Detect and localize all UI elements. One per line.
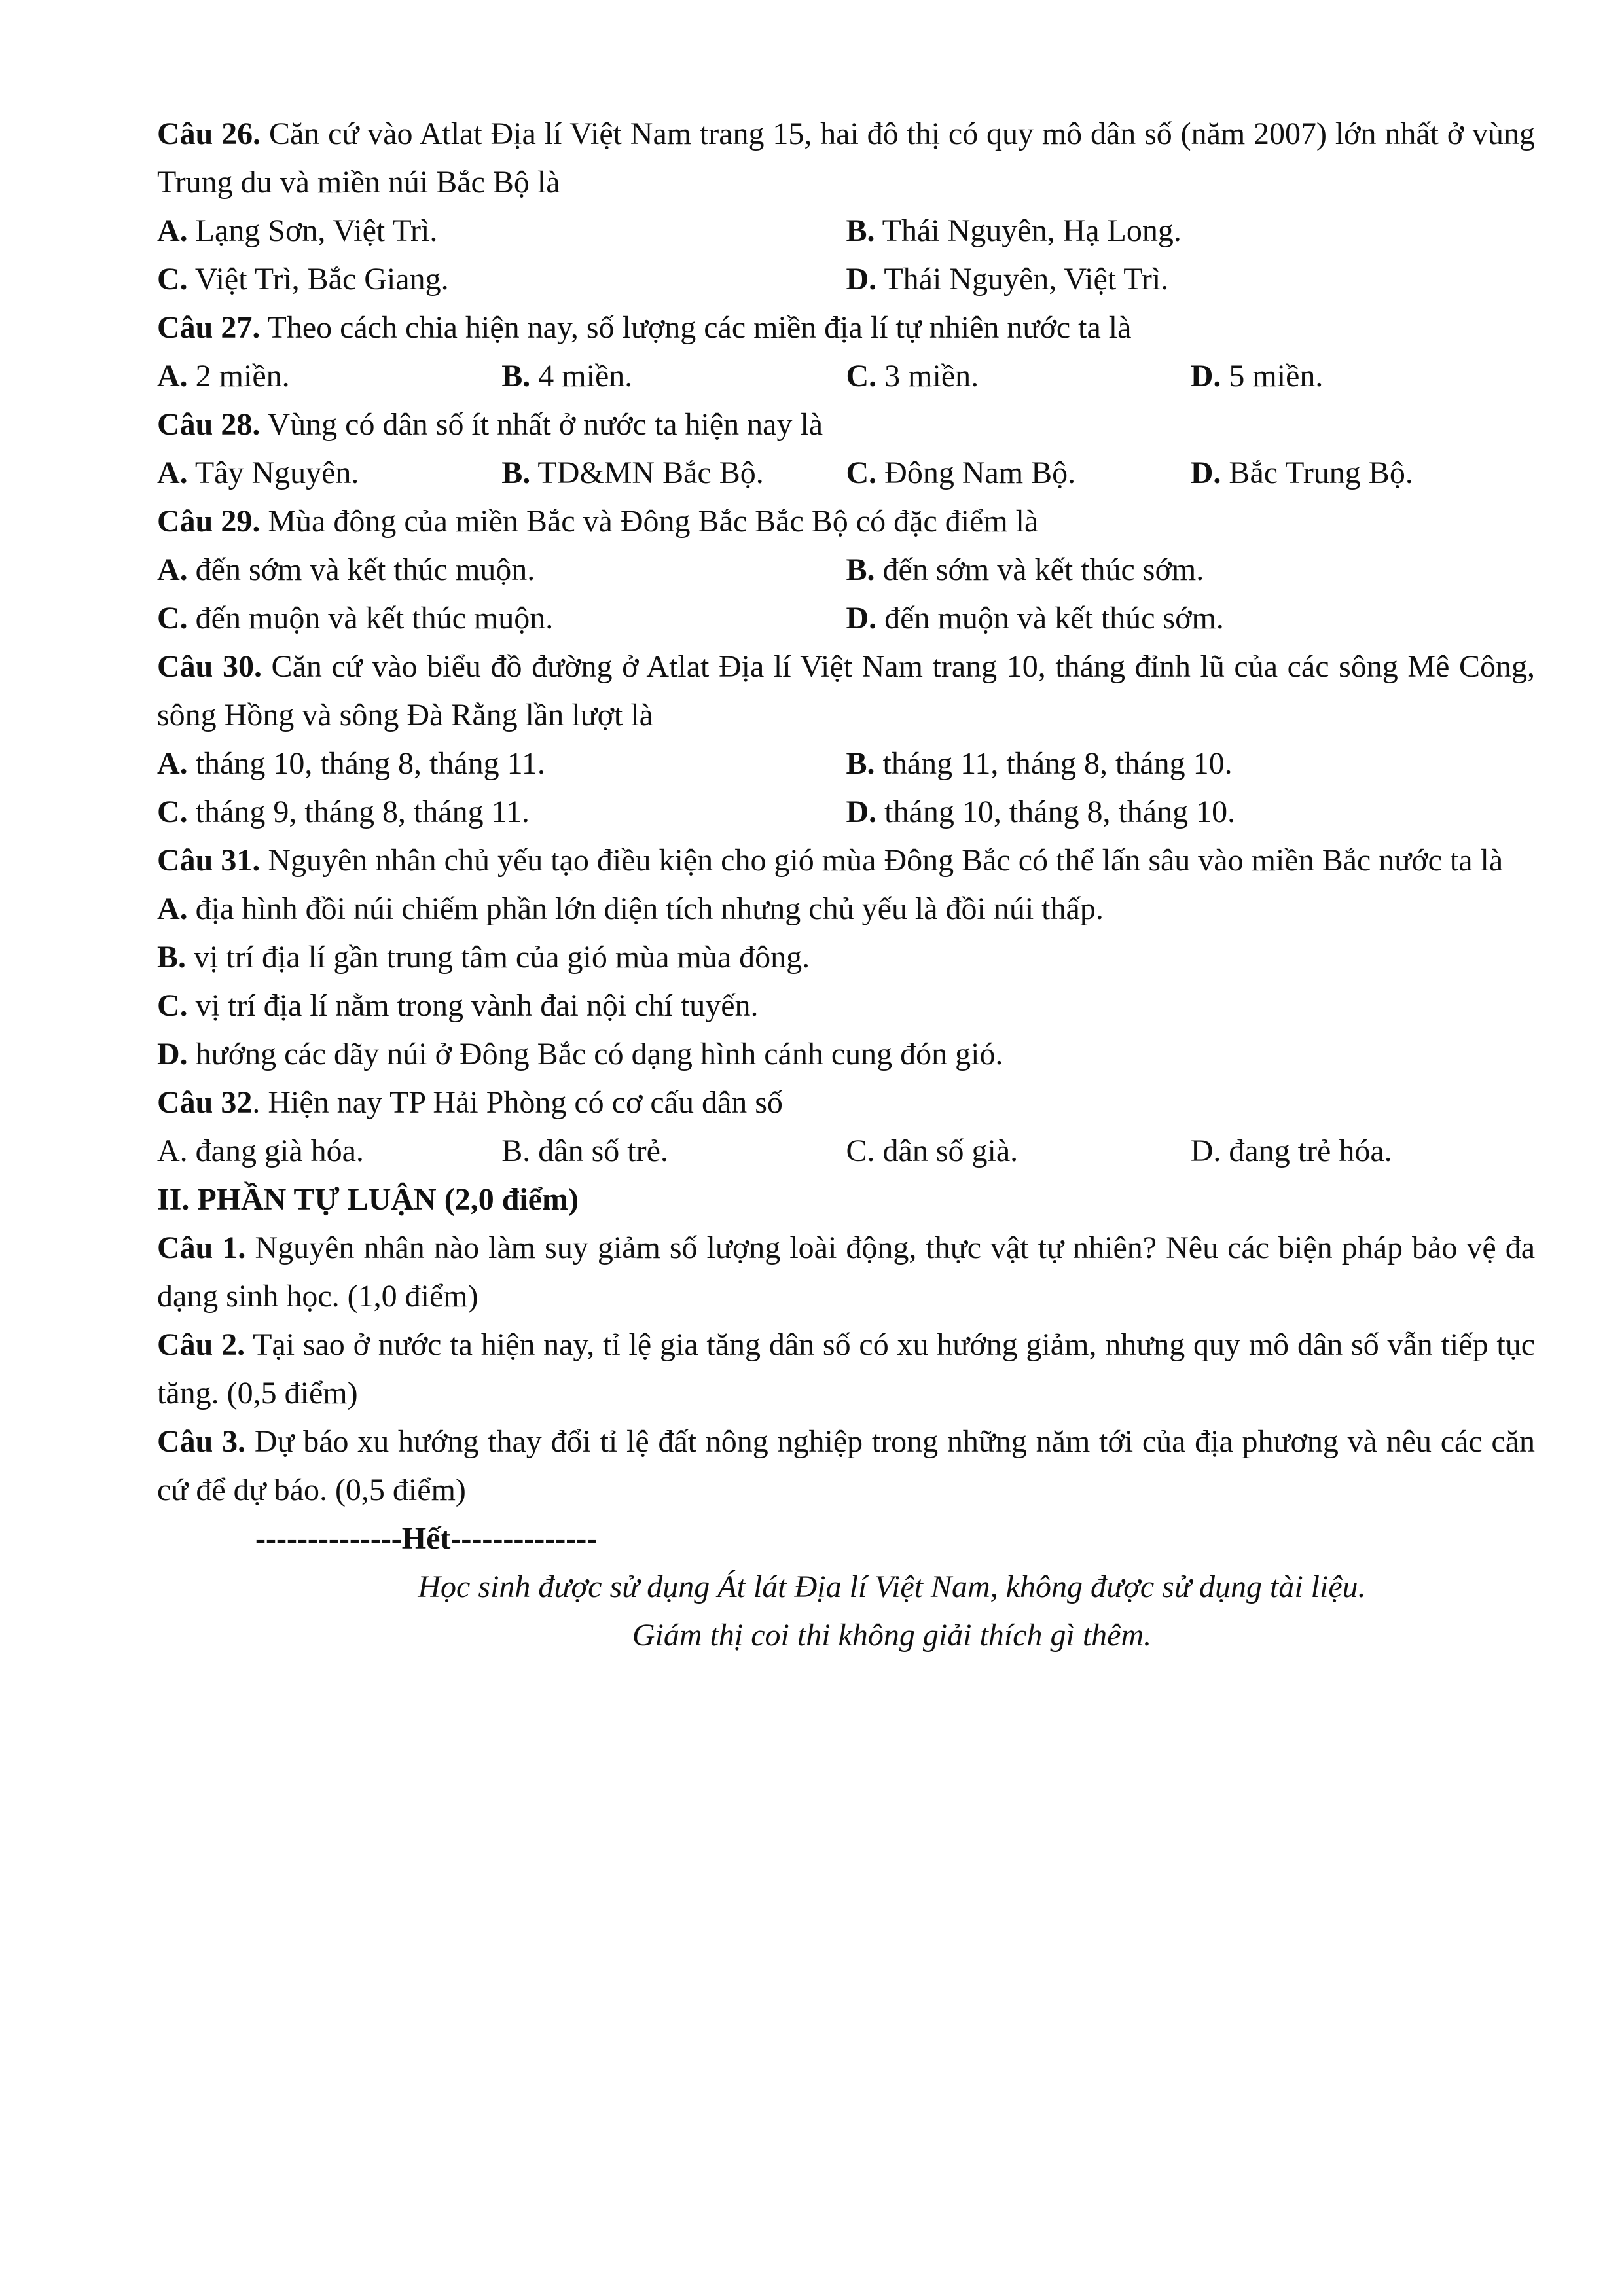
answer-option-d[interactable]: D. tháng 10, tháng 8, tháng 10. <box>846 795 1236 829</box>
question-label: Câu 27. <box>157 310 261 345</box>
answer-option-b[interactable]: B. vị trí địa lí gần trung tâm của gió mùa mùa đông. <box>157 940 810 975</box>
answer-option-a[interactable]: A. địa hình đồi núi chiếm phần lớn diện tích nhưng chủ yếu là đồi núi thấp. <box>157 891 1104 926</box>
answer-option-d[interactable]: D. đang trẻ hóa. <box>1190 1134 1392 1168</box>
question-label: Câu 31. <box>157 843 261 878</box>
question-26 <box>157 110 1535 304</box>
answer-options <box>157 740 1535 836</box>
answer-option-b[interactable]: B. đến sớm và kết thúc sớm. <box>846 552 1204 587</box>
question-text: Căn cứ vào Atlat Địa lí Việt Nam trang 15, hai đô thị có quy mô dân số (năm 2007) lớn nhất ở vùng Trung du và miền núi Bắc Bộ là <box>157 117 1536 200</box>
answer-option-c[interactable]: C. tháng 9, tháng 8, tháng 11. <box>157 795 530 829</box>
answer-option-c[interactable]: C. Việt Trì, Bắc Giang. <box>157 262 449 296</box>
answer-options <box>157 207 1535 304</box>
answer-options <box>157 352 1535 401</box>
answer-options <box>157 546 1535 643</box>
question-label: Câu 28. <box>157 407 261 442</box>
question-label: Câu 32 <box>157 1085 253 1120</box>
essay-question-3 <box>157 1418 1535 1515</box>
answer-option-a[interactable]: A. tháng 10, tháng 8, tháng 11. <box>157 746 545 781</box>
answer-option-b[interactable]: B. 4 miền. <box>501 359 633 393</box>
end-marker: --------------Hết-------------- <box>255 1521 598 1556</box>
question-text: Căn cứ vào biểu đồ đường ở Atlat Địa lí Việt Nam trang 10, tháng đỉnh lũ của các sông Mê Công, sông Hồng và sông Đà Rằng lần lượt là <box>157 649 1535 732</box>
question-31 <box>157 836 1535 1079</box>
answer-option-d[interactable]: D. đến muộn và kết thúc sớm. <box>846 601 1224 636</box>
answer-options <box>157 449 1535 497</box>
answer-option-d[interactable]: D. Bắc Trung Bộ. <box>1190 456 1413 490</box>
question-27 <box>157 304 1535 401</box>
question-text: Theo cách chia hiện nay, số lượng các miền địa lí tự nhiên nước ta là <box>267 310 1132 345</box>
question-text: . Hiện nay TP Hải Phòng có cơ cấu dân số <box>252 1085 783 1120</box>
answer-option-b[interactable]: B. dân số trẻ. <box>501 1134 668 1168</box>
question-label: Câu 30. <box>157 649 262 684</box>
question-text: Dự báo xu hướng thay đổi tỉ lệ đất nông nghiệp trong những năm tới của địa phương và nêu các căn cứ để dự báo. (0,5 điểm) <box>157 1424 1536 1507</box>
answer-options <box>157 885 1535 1079</box>
question-label: Câu 2. <box>157 1327 245 1362</box>
answer-option-b[interactable]: B. Thái Nguyên, Hạ Long. <box>846 213 1182 248</box>
exam-page <box>157 110 1535 1660</box>
essay-section-title: II. PHẦN TỰ LUẬN (2,0 điểm) <box>157 1182 579 1217</box>
answer-option-b[interactable]: B. TD&MN Bắc Bộ. <box>501 456 764 490</box>
question-text: Mùa đông của miền Bắc và Đông Bắc Bắc Bộ có đặc điểm là <box>268 504 1039 539</box>
question-text: Tại sao ở nước ta hiện nay, tỉ lệ gia tăng dân số có xu hướng giảm, nhưng quy mô dân số vẫn tiếp tục tăng. (0,5 điểm) <box>157 1327 1536 1410</box>
answer-option-a[interactable]: A. 2 miền. <box>157 359 290 393</box>
answer-option-a[interactable]: A. Tây Nguyên. <box>157 456 359 490</box>
answer-option-c[interactable]: C. đến muộn và kết thúc muộn. <box>157 601 554 636</box>
footer-note-1: Học sinh được sử dụng Át lát Địa lí Việt Nam, không được sử dụng tài liệu. <box>418 1570 1366 1604</box>
essay-question-1 <box>157 1224 1535 1321</box>
answer-option-a[interactable]: A. Lạng Sơn, Việt Trì. <box>157 213 438 248</box>
answer-option-c[interactable]: C. dân số già. <box>846 1134 1019 1168</box>
answer-option-a[interactable]: A. đến sớm và kết thúc muộn. <box>157 552 535 587</box>
answer-option-c[interactable]: C. Đông Nam Bộ. <box>846 456 1076 490</box>
question-text: Nguyên nhân nào làm suy giảm số lượng loài động, thực vật tự nhiên? Nêu các biện pháp bảo vệ đa dạng sinh học. (1,0 điểm) <box>157 1230 1536 1314</box>
answer-option-d[interactable]: D. 5 miền. <box>1190 359 1324 393</box>
answer-option-a[interactable]: A. đang già hóa. <box>157 1134 364 1168</box>
answer-option-c[interactable]: C. 3 miền. <box>846 359 979 393</box>
essay-question-2 <box>157 1321 1535 1418</box>
question-28 <box>157 401 1535 497</box>
question-text: Vùng có dân số ít nhất ở nước ta hiện nay là <box>267 407 823 442</box>
answer-options <box>157 1127 1535 1175</box>
question-label: Câu 1. <box>157 1230 246 1265</box>
question-label: Câu 29. <box>157 504 261 539</box>
question-32 <box>157 1079 1535 1175</box>
answer-option-b[interactable]: B. tháng 11, tháng 8, tháng 10. <box>846 746 1233 781</box>
answer-option-d[interactable]: D. hướng các dãy núi ở Đông Bắc có dạng hình cánh cung đón gió. <box>157 1037 1003 1071</box>
answer-option-c[interactable]: C. vị trí địa lí nằm trong vành đai nội chí tuyến. <box>157 988 759 1023</box>
footer-note-2: Giám thị coi thi không giải thích gì thêm. <box>632 1618 1152 1653</box>
question-30 <box>157 643 1535 836</box>
question-text: Nguyên nhân chủ yếu tạo điều kiện cho gió mùa Đông Bắc có thể lấn sâu vào miền Bắc nước ta là <box>268 843 1504 878</box>
answer-option-d[interactable]: D. Thái Nguyên, Việt Trì. <box>846 262 1169 296</box>
question-label: Câu 26. <box>157 117 261 151</box>
question-29 <box>157 497 1535 643</box>
question-label: Câu 3. <box>157 1424 246 1459</box>
